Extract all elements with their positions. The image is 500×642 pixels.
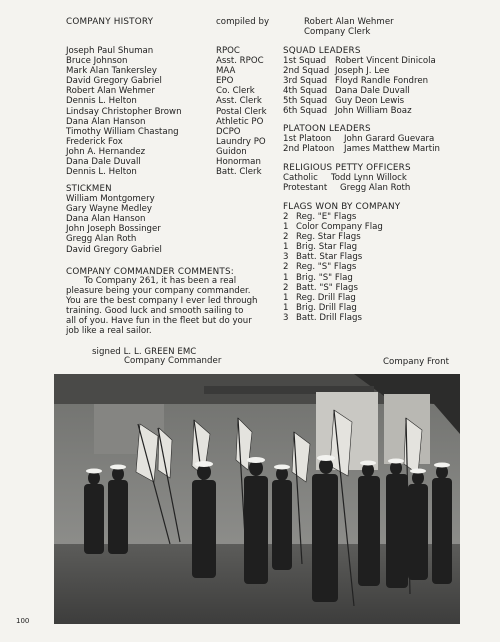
comment-line: all of you. Have fun in the fleet but do your (66, 316, 252, 327)
section-title: COMPANY HISTORY (66, 17, 154, 27)
stickman-name: Dana Alan Hanson (66, 214, 146, 225)
officer-role: DCPO (216, 126, 241, 137)
faith-label: Protestant (283, 183, 328, 194)
comment-line: You are the best company I ever led through (66, 296, 258, 307)
commander-heading: COMPANY COMMANDER COMMENTS: (66, 267, 234, 277)
flag-count: 1 (283, 222, 289, 233)
flag-name: Brig. Drill Flag (296, 302, 357, 313)
flag-count: 2 (283, 212, 289, 222)
officer-name: Dennis L. Helton (66, 96, 137, 107)
officer-role: MAA (216, 66, 236, 77)
flag-name: Batt. Star Flags (296, 252, 363, 263)
stickman-name: William Montgomery (66, 194, 155, 205)
flag-count: 1 (283, 292, 289, 303)
officer-names (66, 46, 182, 177)
officer-name: Bruce Johnson (66, 56, 128, 67)
flag-row (283, 293, 383, 303)
flag-row (283, 313, 383, 323)
squad-label: 1st Squad (283, 56, 327, 66)
flag-row (283, 303, 383, 313)
flag-name: Batt. "S" Flags (296, 282, 358, 293)
platoon-names (344, 134, 440, 154)
flag-row (283, 232, 383, 242)
squad-leaders-heading: SQUAD LEADERS (283, 46, 361, 56)
stickman-name: John Joseph Bossinger (66, 224, 161, 235)
flag-count: 3 (283, 312, 289, 323)
flag-count: 1 (283, 272, 289, 283)
officer-name: David Gregory Gabriel (66, 76, 162, 87)
squad-leader-name: Dana Dale Duvall (335, 86, 410, 97)
officer-name: Frederick Fox (66, 136, 123, 147)
platoon-leader-name: John Garard Guevara (344, 134, 435, 144)
flags-heading: FLAGS WON BY COMPANY (283, 202, 401, 212)
officer-role: Postal Clerk (216, 106, 267, 117)
officer-name: Mark Alan Tankersley (66, 66, 157, 77)
comment-line: job like a real sailor. (66, 326, 152, 337)
stickman-name: Gregg Alan Roth (66, 234, 137, 245)
officer-role: RPOC (216, 46, 240, 56)
flag-name: Brig. Star Flag (296, 242, 358, 253)
flag-count: 2 (283, 262, 289, 273)
officer-roles (216, 46, 267, 177)
squad-label: 6th Squad (283, 106, 328, 117)
officer-role: Laundry PO (216, 136, 266, 147)
commander-comments (66, 276, 276, 337)
flag-name: Batt. Drill Flags (296, 312, 362, 323)
officer-role: Asst. Clerk (216, 96, 262, 107)
religious-heading: RELIGIOUS PETTY OFFICERS (283, 163, 411, 173)
religious-officer-name: Gregg Alan Roth (340, 183, 411, 194)
compiler-role: Company Clerk (304, 27, 371, 37)
commander-signature: signed L. L. GREEN EMC (92, 347, 197, 357)
photo-caption: Company Front (383, 357, 450, 367)
platoon-label: 2nd Platoon (283, 144, 335, 155)
officer-name: Dana Dale Duvall (66, 157, 141, 168)
squad-label: 3rd Squad (283, 76, 328, 87)
flag-count: 2 (283, 282, 289, 293)
flag-name: Reg. Drill Flag (296, 292, 356, 303)
squad-leader-name: Joseph J. Lee (335, 66, 390, 77)
officer-role: Co. Clerk (216, 86, 255, 97)
comment-line: To Company 261, it has been a real (84, 276, 237, 286)
squad-labels (283, 56, 329, 117)
compiled-by-label: compiled by (216, 17, 270, 27)
squad-leader-name: John William Boaz (335, 106, 412, 117)
religious-officer-name: Todd Lynn Willock (331, 173, 407, 183)
squad-leader-name: Robert Vincent Dinicola (335, 56, 436, 66)
squad-label: 5th Squad (283, 96, 328, 107)
page-number: 100 (16, 617, 30, 625)
squad-label: 2nd Squad (283, 66, 330, 77)
officer-name: John A. Hernandez (66, 146, 146, 157)
officer-role: Asst. RPOC (216, 56, 264, 67)
flag-name: Reg. Star Flags (296, 232, 361, 243)
flag-name: Brig. "S" Flag (296, 272, 353, 283)
squad-label: 4th Squad (283, 86, 328, 97)
officer-role: Honorman (216, 157, 261, 168)
flags-list (283, 212, 383, 323)
commander-title: Company Commander (124, 356, 222, 366)
platoon-labels (283, 134, 334, 154)
comment-line: training. Good luck and smooth sailing to (66, 306, 244, 317)
flag-count: 2 (283, 232, 289, 243)
flag-count: 1 (283, 302, 289, 313)
officer-name: Timothy William Chastang (66, 126, 179, 137)
officer-role: EPO (216, 76, 234, 87)
company-front-photo (54, 374, 460, 624)
stickmen-heading: STICKMEN (66, 184, 112, 194)
stickman-name: Gary Wayne Medley (66, 204, 152, 215)
flag-row (283, 283, 383, 293)
officer-name: Dana Alan Hanson (66, 116, 146, 127)
flag-name: Color Company Flag (296, 222, 383, 233)
faith-labels (283, 173, 327, 193)
officer-role: Athletic PO (216, 116, 264, 127)
flag-row (283, 252, 383, 262)
compiler-name: Robert Alan Wehmer (304, 17, 394, 27)
squad-names (335, 56, 436, 117)
flag-name: Reg. "S" Flags (296, 262, 357, 273)
flag-name: Reg. "E" Flags (296, 212, 357, 222)
officer-name: Joseph Paul Shuman (66, 46, 154, 56)
flag-count: 1 (283, 242, 289, 253)
platoon-leader-name: James Matthew Martin (344, 144, 440, 155)
officer-role: Guidon (216, 146, 247, 157)
flag-count: 3 (283, 252, 289, 263)
flag-row (283, 212, 383, 222)
officer-role: Batt. Clerk (216, 167, 262, 178)
comment-line: pleasure being your company commander. (66, 286, 251, 297)
platoon-label: 1st Platoon (283, 134, 332, 144)
officer-name: Lindsay Christopher Brown (66, 106, 182, 117)
stickmen-list (66, 184, 162, 255)
flag-row (283, 273, 383, 283)
squad-leader-name: Floyd Randle Fondren (335, 76, 429, 87)
squad-leader-name: Guy Deon Lewis (335, 96, 405, 107)
stickman-name: David Gregory Gabriel (66, 244, 162, 255)
faith-label: Catholic (283, 173, 318, 183)
photo-illustration (54, 374, 460, 624)
religious-names (330, 173, 410, 193)
platoon-leaders-heading: PLATOON LEADERS (283, 124, 371, 134)
flag-row (283, 262, 383, 272)
officer-name: Dennis L. Helton (66, 167, 137, 178)
officer-name: Robert Alan Wehmer (66, 86, 155, 97)
flag-row (283, 242, 383, 252)
flag-row (283, 222, 383, 232)
